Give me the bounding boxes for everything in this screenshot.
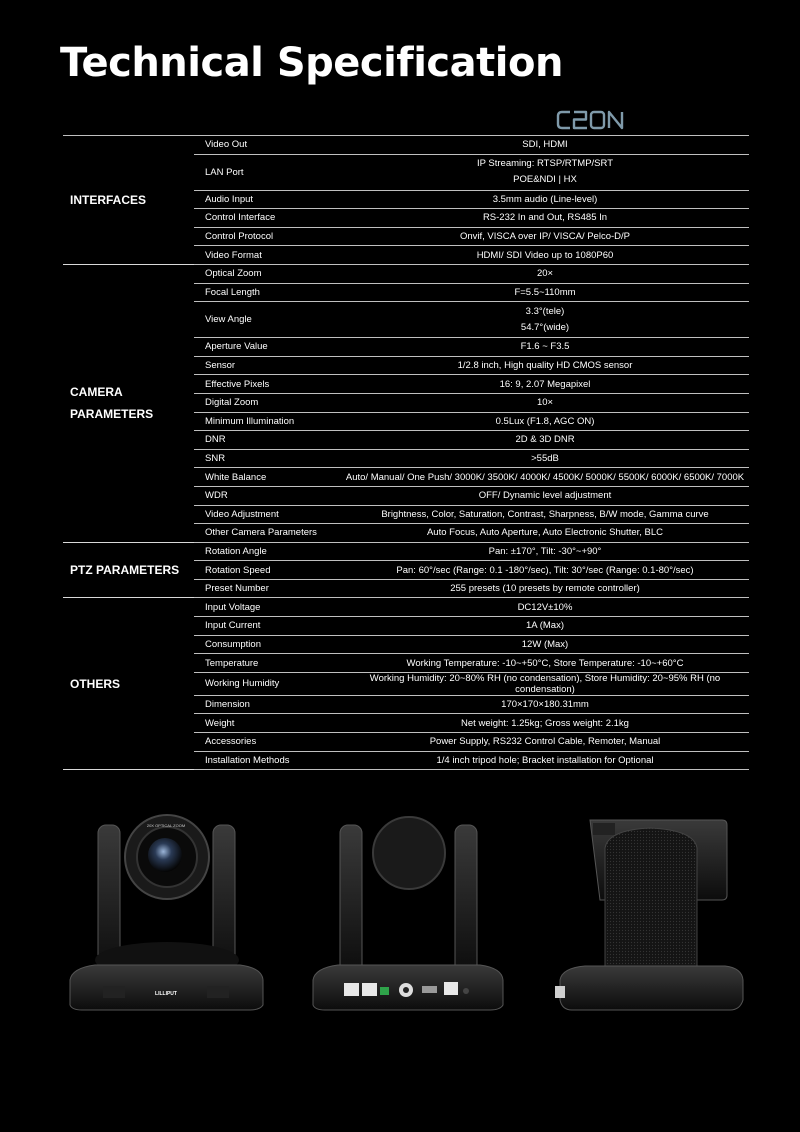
- spec-label: Input Current: [194, 617, 341, 636]
- section-heading-line: CAMERA: [70, 385, 123, 400]
- spec-value: Working Humidity: 20~80% RH (no condensation), Store Humidity: 20~95% RH (no condensation): [341, 672, 749, 695]
- spec-row: [63, 264, 749, 283]
- spec-label: Rotation Angle: [194, 542, 341, 561]
- spec-label: Temperature: [194, 654, 341, 673]
- spec-value: 2D & 3D DNR: [341, 431, 749, 450]
- spec-value-line: IP Streaming: RTSP/RTMP/SRT: [476, 158, 614, 170]
- spec-label: Input Voltage: [194, 598, 341, 617]
- spec-value: 1A (Max): [341, 617, 749, 636]
- spec-value: Pan: 60°/sec (Range: 0.1 -180°/sec), Tilt: 30°/sec (Range: 0.1-80°/sec): [341, 561, 749, 580]
- spec-value: Pan: ±170°, Tilt: -30°~+90°: [341, 542, 749, 561]
- spec-label: Digital Zoom: [194, 393, 341, 412]
- spec-label: Control Protocol: [194, 227, 341, 246]
- camera-front-image: [70, 815, 263, 1010]
- product-photos: [0, 800, 800, 1030]
- spec-value: Power Supply, RS232 Control Cable, Remoter, Manual: [341, 733, 749, 752]
- spec-value: DC12V±10%: [341, 598, 749, 617]
- spec-value: F=5.5~110mm: [341, 283, 749, 302]
- camera-back-image: [313, 817, 503, 1010]
- spec-value: Brightness, Color, Saturation, Contrast, Sharpness, B/W mode, Gamma curve: [341, 505, 749, 524]
- camera-side-image: [555, 820, 743, 1010]
- spec-value: 20×: [341, 264, 749, 283]
- section-heading: [63, 264, 194, 542]
- spec-label: View Angle: [194, 302, 341, 338]
- spec-label: Focal Length: [194, 283, 341, 302]
- lens-ring-text: 20X OPTICAL ZOOM: [146, 823, 186, 828]
- spec-label: Sensor: [194, 356, 341, 375]
- section-heading: PTZ PARAMETERS: [63, 542, 194, 598]
- page-title: Technical Specification: [60, 40, 563, 86]
- spec-value: SDI, HDMI: [341, 136, 749, 155]
- spec-value: 1/4 inch tripod hole; Bracket installation for Optional: [341, 751, 749, 770]
- spec-label: Audio Input: [194, 190, 341, 209]
- spec-label: SNR: [194, 449, 341, 468]
- spec-label: Optical Zoom: [194, 264, 341, 283]
- spec-value: [341, 154, 749, 190]
- spec-value: 16: 9, 2.07 Megapixel: [341, 375, 749, 394]
- spec-row: [63, 598, 749, 617]
- spec-value: 10×: [341, 393, 749, 412]
- section-heading: OTHERS: [63, 598, 194, 770]
- spec-value: 170×170×180.31mm: [341, 695, 749, 714]
- spec-value-line: POE&NDI | HX: [513, 174, 577, 186]
- spec-value: 12W (Max): [341, 635, 749, 654]
- spec-value: >55dB: [341, 449, 749, 468]
- spec-label: White Balance: [194, 468, 341, 487]
- spec-label: Video Format: [194, 246, 341, 265]
- spec-value: OFF/ Dynamic level adjustment: [341, 486, 749, 505]
- spec-label: Working Humidity: [194, 672, 341, 695]
- spec-value: Onvif, VISCA over IP/ VISCA/ Pelco-D/P: [341, 227, 749, 246]
- spec-label: Aperture Value: [194, 338, 341, 357]
- spec-label: Effective Pixels: [194, 375, 341, 394]
- brand-logo: [556, 106, 628, 134]
- spec-label: Other Camera Parameters: [194, 524, 341, 543]
- spec-value: 1/2.8 inch, High quality HD CMOS sensor: [341, 356, 749, 375]
- spec-label: Dimension: [194, 695, 341, 714]
- spec-value: Auto Focus, Auto Aperture, Auto Electronic Shutter, BLC: [341, 524, 749, 543]
- spec-row: [63, 136, 749, 155]
- spec-table: [63, 135, 749, 770]
- spec-value: HDMI/ SDI Video up to 1080P60: [341, 246, 749, 265]
- brand-badge: LILLIPUT: [155, 991, 177, 997]
- spec-value: 3.5mm audio (Line-level): [341, 190, 749, 209]
- spec-value: [341, 302, 749, 338]
- spec-label: Weight: [194, 714, 341, 733]
- spec-label: Accessories: [194, 733, 341, 752]
- section-heading: INTERFACES: [63, 136, 194, 265]
- spec-value: Auto/ Manual/ One Push/ 3000K/ 3500K/ 4000K/ 4500K/ 5000K/ 5500K/ 6000K/ 6500K/ 7000K: [341, 468, 749, 487]
- spec-row: [63, 542, 749, 561]
- spec-label: WDR: [194, 486, 341, 505]
- spec-label: Installation Methods: [194, 751, 341, 770]
- spec-value: RS-232 In and Out, RS485 In: [341, 209, 749, 228]
- spec-label: LAN Port: [194, 154, 341, 190]
- spec-label: Minimum Illumination: [194, 412, 341, 431]
- spec-label: Control Interface: [194, 209, 341, 228]
- spec-label: DNR: [194, 431, 341, 450]
- spec-label: Preset Number: [194, 579, 341, 598]
- spec-value: 255 presets (10 presets by remote controller): [341, 579, 749, 598]
- spec-value: Net weight: 1.25kg; Gross weight: 2.1kg: [341, 714, 749, 733]
- spec-value: 0.5Lux (F1.8, AGC ON): [341, 412, 749, 431]
- spec-label: Consumption: [194, 635, 341, 654]
- spec-label: Video Out: [194, 136, 341, 155]
- spec-label: Video Adjustment: [194, 505, 341, 524]
- spec-label: Rotation Speed: [194, 561, 341, 580]
- spec-value: F1.6 ~ F3.5: [341, 338, 749, 357]
- spec-value: Working Temperature: -10~+50°C, Store Temperature: -10~+60°C: [341, 654, 749, 673]
- section-heading-line: PARAMETERS: [70, 407, 154, 422]
- spec-value-line: 54.7°(wide): [520, 321, 570, 333]
- spec-value-line: 3.3°(tele): [525, 305, 565, 317]
